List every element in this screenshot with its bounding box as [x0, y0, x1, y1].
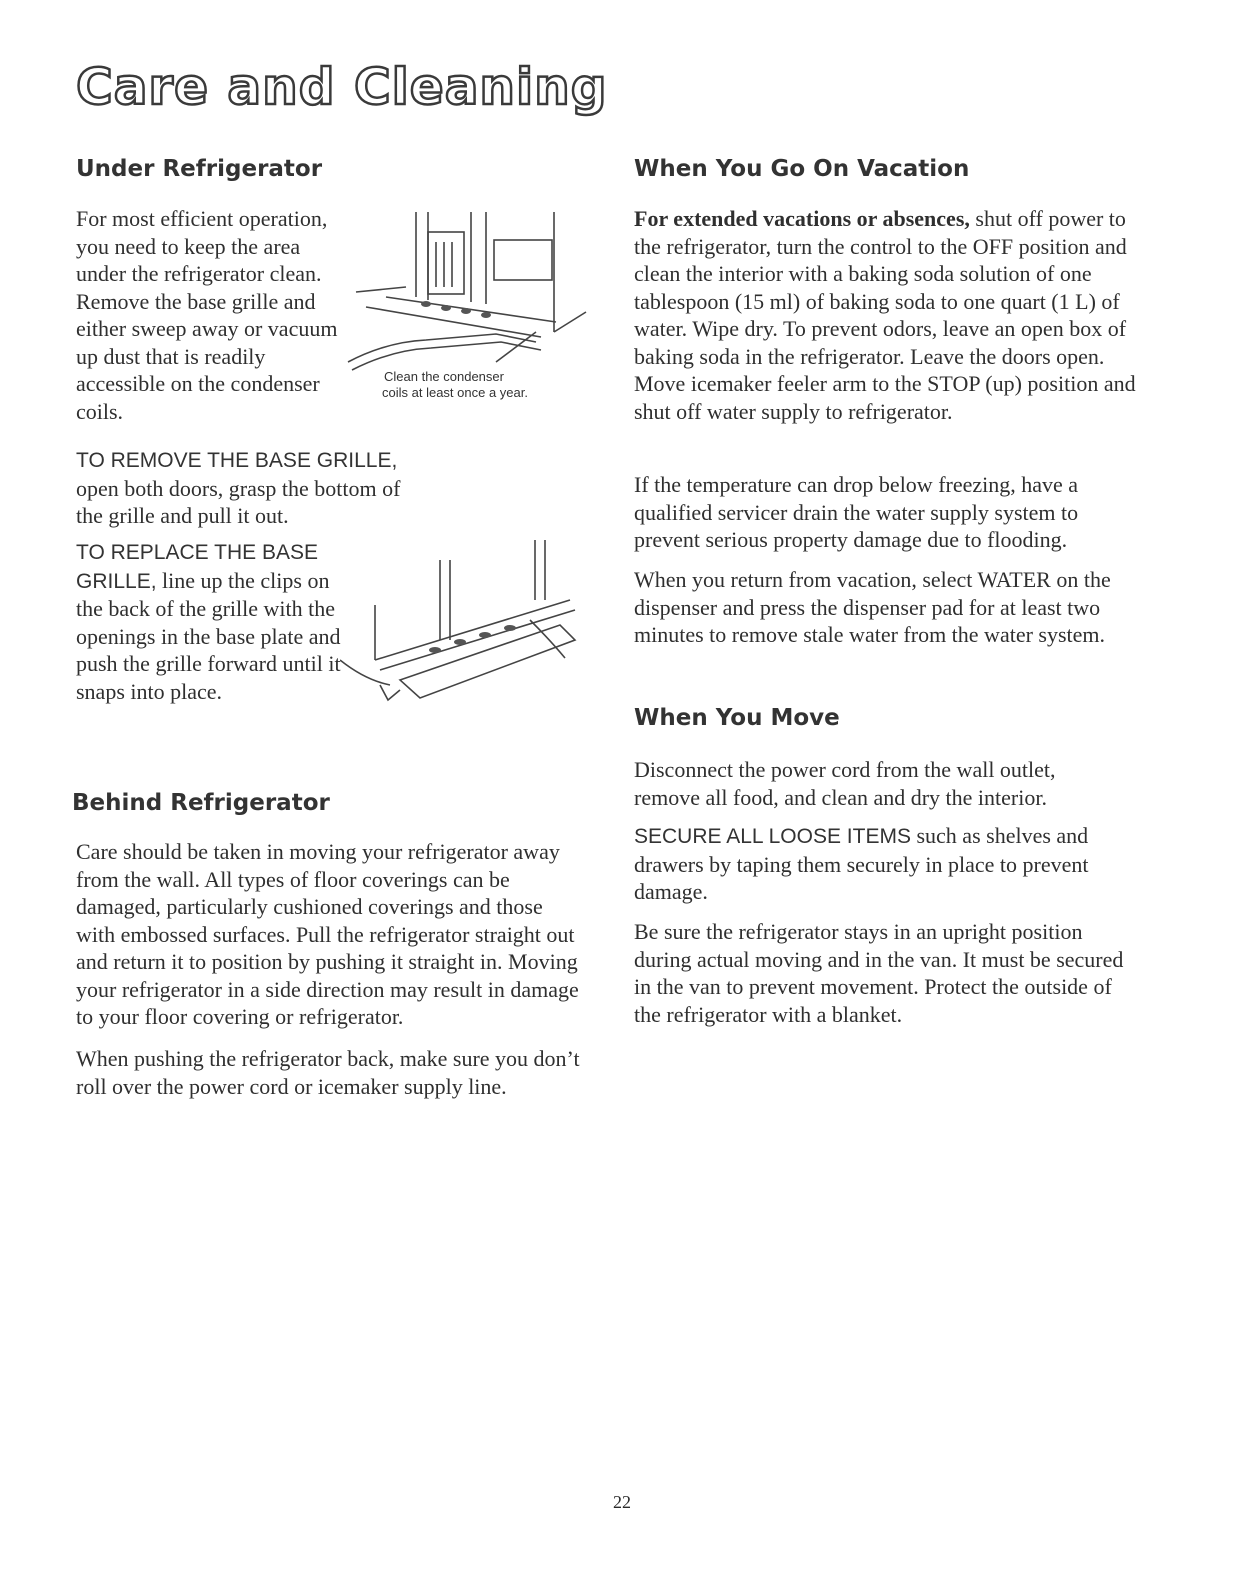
- remove-grille-text: [76, 446, 416, 530]
- remove-grille-body: open both doors, grasp the bottom of the grille and pull it out.: [76, 475, 401, 528]
- move-paragraph-3: Be sure the refrigerator stays in an upright position during actual moving and in the van. It must be secured in the van to prevent movement. Protect the outside of the refrigerator with a blanket.: [634, 919, 1124, 1027]
- vacation-body: shut off power to the refrigerator, turn the control to the OFF position and clean the interior with a baking soda solution of one tablespoon (15 ml) of baking soda to one quart (1 L) of water. Wipe dry. To prevent odors, leave an open box of baking soda in the refrigerator. Leave the doors open. Move icemaker feeler arm to the STOP (up) position and shut off water supply to refrigerator.: [634, 206, 1136, 424]
- base-grille-illustration: [340, 540, 590, 710]
- vacation-paragraph-3: When you return from vacation, select WATER on the dispenser and press the dispenser pad for at least two minutes to remove stale water from the water system.: [634, 567, 1111, 647]
- page-number: 22: [613, 1492, 631, 1512]
- replace-grille-text: [76, 538, 344, 705]
- vacation-lead: For extended vacations or absences,: [634, 206, 970, 231]
- replace-grille-body: line up the clips on the back of the grille with the openings in the base plate and push the grille forward until it snaps into place.: [76, 567, 341, 704]
- secure-body: such as shelves and drawers by taping them securely in place to prevent damage.: [634, 823, 1089, 904]
- move-paragraph-1: Disconnect the power cord from the wall outlet, remove all food, and clean and dry the interior.: [634, 757, 1056, 810]
- move-paragraph-2: [634, 822, 1124, 906]
- under-refrigerator-heading: Under Refrigerator: [76, 156, 323, 182]
- replace-grille-caps: TO REPLACE THE BASE GRILLE,: [76, 541, 318, 593]
- behind-paragraph-2: When pushing the refrigerator back, make sure you don’t roll over the power cord or icemaker supply line.: [76, 1046, 580, 1099]
- vacation-paragraph-2: If the temperature can drop below freezing, have a qualified servicer drain the water supply system to prevent serious property damage due to flooding.: [634, 472, 1079, 552]
- under-intro-text: For most efficient operation, you need to keep the area under the refrigerator clean. Remove the base grille and either sweep away or vacuum up dust that is readily accessible on the condenser coils.: [76, 206, 338, 424]
- behind-paragraph-1: Care should be taken in moving your refrigerator away from the wall. All types of floor coverings can be damaged, particularly cushioned coverings and those with embossed surfaces. Pull the refrigerator straight out and return it to position by pushing it straight in. Moving your refrigerator in a side direction may result in damage to your floor covering or refrigerator.: [76, 839, 579, 1029]
- condenser-caption: [382, 369, 528, 401]
- page-title: Care and Cleaning: [76, 58, 608, 116]
- move-heading: When You Move: [634, 705, 840, 731]
- secure-caps: SECURE ALL LOOSE ITEMS: [634, 825, 911, 848]
- vacation-heading: When You Go On Vacation: [634, 156, 970, 182]
- behind-refrigerator-heading: Behind Refrigerator: [72, 790, 330, 816]
- vacation-paragraph-1: [634, 205, 1152, 425]
- caption-line-1: Clean the condenser: [384, 369, 504, 384]
- caption-line-2: coils at least once a year.: [382, 385, 528, 400]
- condenser-cleaning-illustration: [346, 212, 596, 372]
- remove-grille-caps: TO REMOVE THE BASE GRILLE,: [76, 449, 398, 472]
